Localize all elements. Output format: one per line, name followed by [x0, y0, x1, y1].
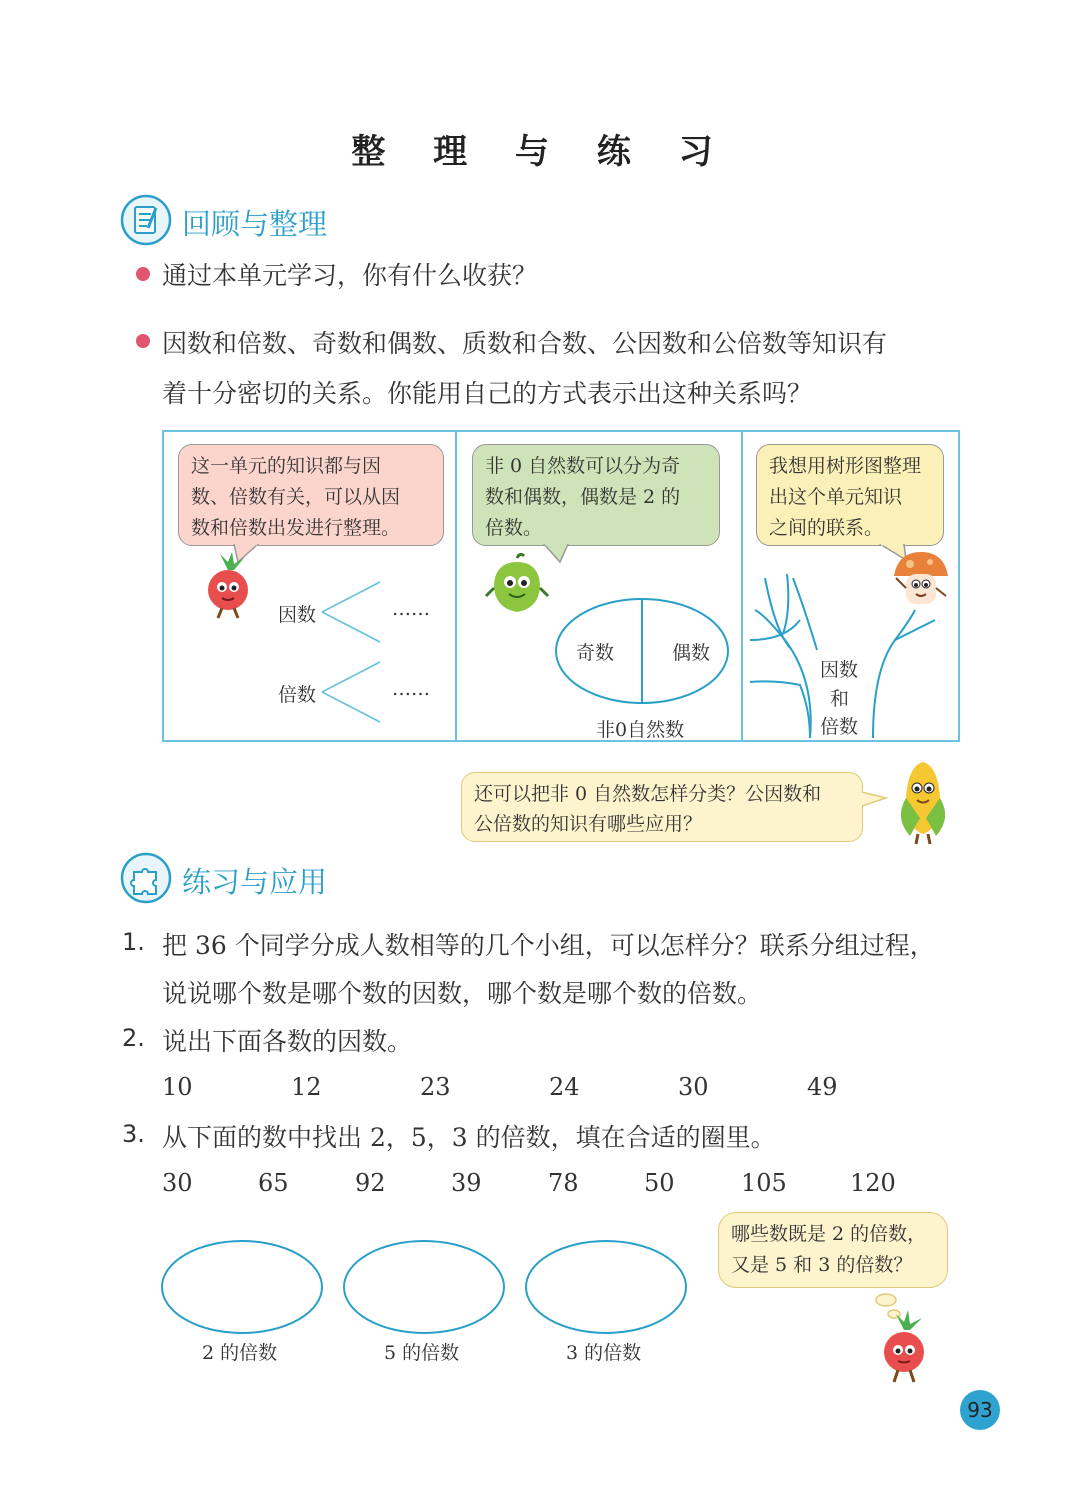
bubble-line: 数和偶数，偶数是 2 的 [485, 486, 681, 508]
question-3-number: 3. [122, 1120, 145, 1148]
q2-number: 30 [678, 1073, 709, 1101]
bubble-line: 之间的联系。 [769, 517, 884, 539]
factor-branch-lines [320, 580, 390, 650]
q3-number: 120 [850, 1169, 896, 1197]
tree-trunk-label-3: 倍数 [820, 716, 859, 738]
bullet-dot [136, 267, 150, 281]
factor-label: 因数 [278, 604, 317, 626]
q3-number: 39 [451, 1169, 482, 1197]
q2-number: 10 [162, 1073, 193, 1101]
circle-label: 2 的倍数 [202, 1342, 278, 1364]
page-number-badge: 93 [960, 1390, 1000, 1430]
middle-speech-bubble [472, 444, 720, 546]
bubble-tail [862, 790, 892, 810]
question-2-number: 2. [122, 1024, 145, 1052]
practice-section-icon [120, 852, 172, 908]
question-1-text: 把 36 个同学分成人数相等的几个小组，可以怎样分？联系分组过程， [162, 931, 935, 960]
bubble-line: 数、倍数有关，可以从因 [191, 486, 401, 508]
corn-speech-bubble [461, 772, 863, 842]
answer-circle-multiples-of-3[interactable] [522, 1238, 690, 1336]
factor-ellipsis: …… [392, 598, 430, 620]
radish-thought-bubble [718, 1212, 948, 1288]
question-1-text-cont: 说说哪个数是哪个数的因数，哪个数是哪个数的倍数。 [162, 979, 763, 1008]
tree-trunk-label-2: 和 [830, 688, 850, 710]
bubble-line: 公倍数的知识有哪些应用？ [474, 813, 703, 835]
multiple-branch-lines [320, 660, 390, 730]
multiple-label: 倍数 [278, 684, 317, 706]
tree-trunk-label-1: 因数 [820, 659, 859, 681]
bubble-line: 倍数。 [485, 517, 543, 539]
review-item-2-cont: 着十分密切的关系。你能用自己的方式表示出这种关系吗？ [162, 379, 813, 408]
bubble-line: 这一单元的知识都与因 [191, 455, 382, 477]
right-speech-bubble [756, 444, 944, 546]
even-numbers-label: 偶数 [672, 642, 711, 664]
ellipse-caption: 非0自然数 [596, 719, 685, 741]
bubble-line: 我想用树形图整理 [769, 455, 922, 477]
bubble-line: 数和倍数出发进行整理。 [191, 517, 401, 539]
review-section-icon [120, 194, 172, 250]
circle-label: 3 的倍数 [566, 1342, 642, 1364]
left-speech-bubble [178, 444, 444, 546]
q2-number: 12 [291, 1073, 322, 1101]
q3-number: 65 [258, 1169, 289, 1197]
question-2-text: 说出下面各数的因数。 [162, 1027, 413, 1056]
corn-character-icon [890, 758, 956, 846]
bubble-line: 还可以把非 0 自然数怎样分类？公因数和 [474, 783, 822, 805]
practice-heading: 练习与应用 [182, 865, 328, 899]
question-1-number: 1. [122, 928, 145, 956]
pepper-character-icon [482, 552, 552, 622]
answer-circle-multiples-of-2[interactable] [158, 1238, 326, 1336]
panel-divider [455, 430, 457, 742]
q3-number: 105 [741, 1169, 787, 1197]
q3-number: 92 [355, 1169, 386, 1197]
review-heading: 回顾与整理 [182, 207, 328, 241]
radish-character-icon [872, 1310, 936, 1384]
q2-number: 24 [549, 1073, 580, 1101]
bullet-dot [136, 334, 150, 348]
radish-character-icon [198, 552, 258, 622]
review-item-2: 因数和倍数、奇数和偶数、质数和合数、公因数和公倍数等知识有 [162, 329, 888, 358]
review-item-1: 通过本单元学习，你有什么收获？ [162, 261, 538, 290]
answer-circle-multiples-of-5[interactable] [340, 1238, 508, 1336]
q2-number: 49 [807, 1073, 838, 1101]
bubble-line: 非 0 自然数可以分为奇 [485, 455, 681, 477]
bubble-line: 又是 5 和 3 的倍数？ [731, 1254, 913, 1276]
q3-number: 78 [548, 1169, 579, 1197]
odd-numbers-label: 奇数 [576, 642, 615, 664]
panel-divider [741, 430, 743, 742]
q2-number: 23 [420, 1073, 451, 1101]
multiple-ellipsis: …… [392, 678, 430, 700]
bubble-line: 出这个单元知识 [769, 486, 903, 508]
question-3-text: 从下面的数中找出 2，5，3 的倍数，填在合适的圈里。 [162, 1123, 776, 1152]
q3-number: 50 [644, 1169, 675, 1197]
bubble-line: 哪些数既是 2 的倍数， [731, 1223, 927, 1245]
page-title: 整 理 与 练 习 [351, 132, 731, 172]
circle-label: 5 的倍数 [384, 1342, 460, 1364]
q3-number: 30 [162, 1169, 193, 1197]
